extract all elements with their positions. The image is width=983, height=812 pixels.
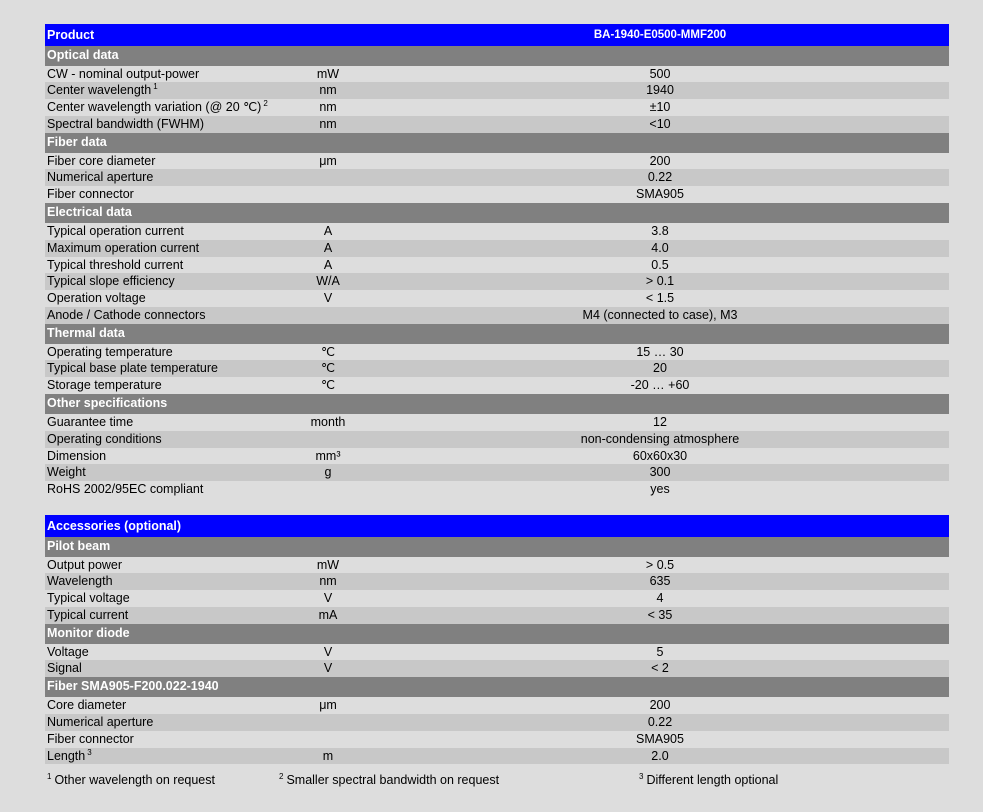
footnote-number: 3 [639, 772, 644, 781]
spec-unit: mm³ [315, 448, 341, 463]
footnote-number: 1 [47, 772, 52, 781]
spec-unit: μm [319, 153, 337, 168]
spec-label-text: Guarantee time [47, 414, 134, 429]
spec-value: < 35 [647, 608, 673, 623]
spec-value: > 0.1 [645, 274, 675, 289]
spec-value: 200 [649, 153, 671, 168]
section-header [45, 624, 949, 644]
spec-row [45, 481, 949, 498]
footnote-ref: 2 [263, 99, 268, 109]
spec-row [45, 644, 949, 661]
spec-value: 12 [653, 414, 667, 429]
spec-value: 1940 [646, 83, 674, 98]
section-title: Pilot beam [47, 539, 111, 553]
spec-value: 300 [649, 465, 671, 480]
table-title: Product [47, 28, 95, 42]
spec-label [45, 557, 285, 574]
spec-unit: A [323, 257, 333, 272]
footnote [279, 773, 499, 787]
spec-unit: mA [318, 608, 338, 623]
spec-value: 4.0 [651, 240, 669, 255]
spec-label [45, 66, 285, 83]
section-title: Fiber SMA905-F200.022-1940 [47, 679, 219, 694]
spec-unit: A [323, 240, 333, 255]
spec-label-text: CW - nominal output-power [47, 66, 200, 81]
spec-row [45, 360, 949, 377]
spec-label-text: Operating temperature [47, 344, 173, 359]
spec-label-text: Signal [47, 661, 82, 676]
spec-label-text: Typical voltage [47, 591, 130, 606]
spec-row [45, 607, 949, 624]
spec-unit: nm [319, 83, 337, 98]
spec-row [45, 290, 949, 307]
spec-value: 4 [656, 591, 664, 606]
spec-unit: m [322, 748, 334, 763]
footnote [47, 773, 215, 787]
spec-label [45, 169, 285, 186]
spec-label-text: Operation voltage [47, 291, 146, 306]
spec-label [45, 573, 285, 590]
spec-unit: month [310, 414, 346, 429]
section-title: Fiber data [47, 135, 107, 150]
spec-label [45, 257, 285, 274]
spec-label-text: Typical threshold current [47, 257, 184, 272]
spec-label [45, 307, 285, 324]
spec-row [45, 153, 949, 170]
spec-row [45, 169, 949, 186]
spec-label-text: Output power [47, 557, 123, 572]
spec-row [45, 82, 949, 99]
spec-row [45, 731, 949, 748]
section-header [45, 324, 949, 344]
spec-row [45, 660, 949, 677]
spec-unit: ℃ [320, 378, 336, 393]
spec-unit: W/A [316, 274, 340, 289]
spec-value: 500 [649, 66, 671, 81]
spec-row [45, 377, 949, 394]
spec-unit: ℃ [320, 344, 336, 359]
spec-value: SMA905 [636, 187, 684, 202]
footnote-number: 2 [279, 772, 284, 781]
spec-value: 0.5 [651, 257, 669, 272]
footnotes [47, 773, 947, 791]
section-header [45, 203, 949, 223]
spec-value: 0.22 [647, 170, 673, 185]
footnote-text: Smaller spectral bandwidth on request [286, 773, 500, 787]
spec-label [45, 99, 285, 116]
spec-label [45, 464, 285, 481]
spec-value: 2.0 [651, 748, 669, 763]
spec-label [45, 344, 285, 361]
spec-label-text: Anode / Cathode connectors [47, 308, 206, 323]
spec-value: <10 [649, 117, 671, 132]
spec-label [45, 290, 285, 307]
spec-label [45, 607, 285, 624]
spec-unit: g [324, 465, 332, 480]
spec-row [45, 748, 949, 765]
spec-label-text: Numerical aperture [47, 170, 154, 185]
spec-unit: mW [316, 66, 340, 81]
spec-value: 20 [653, 361, 667, 376]
spec-row [45, 590, 949, 607]
spec-label [45, 731, 285, 748]
spec-label-text: Spectral bandwidth (FWHM) [47, 117, 204, 132]
spec-label [45, 240, 285, 257]
spec-value: 60x60x30 [632, 448, 688, 463]
spec-label [45, 360, 285, 377]
spec-unit: A [323, 223, 333, 238]
spec-label [45, 590, 285, 607]
spec-label [45, 644, 285, 661]
spec-unit: mW [316, 557, 340, 572]
spec-value: -20 … +60 [630, 378, 690, 393]
spec-row [45, 116, 949, 133]
spec-value: > 0.5 [645, 557, 675, 572]
spec-row [45, 697, 949, 714]
spec-value: SMA905 [636, 731, 684, 746]
spec-label [45, 186, 285, 203]
spec-row [45, 557, 949, 574]
spec-row [45, 186, 949, 203]
spec-unit: V [323, 291, 333, 306]
spec-row [45, 223, 949, 240]
footnote-ref: 1 [153, 82, 158, 92]
spec-row [45, 714, 949, 731]
spec-row [45, 464, 949, 481]
spec-label-text: Typical slope efficiency [47, 274, 175, 289]
section-title: Electrical data [47, 205, 132, 220]
spec-label-text: Voltage [47, 644, 89, 659]
spec-label-text: Fiber connector [47, 731, 134, 746]
spec-row [45, 99, 949, 116]
footnote-text: Other wavelength on request [54, 773, 215, 787]
spec-value: yes [650, 482, 670, 497]
spec-row [45, 273, 949, 290]
spec-label-text: Wavelength [47, 574, 113, 589]
spec-unit: nm [319, 100, 337, 115]
spec-value: 3.8 [651, 223, 669, 238]
spec-label [45, 223, 285, 240]
table-title-row [45, 24, 949, 46]
spec-label [45, 377, 285, 394]
spec-label [45, 481, 285, 498]
spec-row [45, 240, 949, 257]
spec-value: non-condensing atmosphere [580, 431, 740, 446]
section-header [45, 537, 949, 557]
spec-label-text: Typical operation current [47, 223, 184, 238]
spec-label [45, 273, 285, 290]
section-header [45, 394, 949, 414]
spec-label-text: Center wavelength [47, 83, 152, 98]
spec-row [45, 257, 949, 274]
spec-label-text: Maximum operation current [47, 240, 200, 255]
spec-unit: V [323, 644, 333, 659]
spec-row [45, 414, 949, 431]
spec-value: < 2 [651, 661, 669, 676]
spec-label-text: Operating conditions [47, 431, 162, 446]
spec-label-text: Fiber connector [47, 187, 134, 202]
spec-label-text: Core diameter [47, 697, 127, 712]
spec-row [45, 448, 949, 465]
spec-label-text: Typical current [47, 608, 129, 623]
footnote-text: Different length optional [646, 773, 779, 787]
spec-value: 15 … 30 [636, 344, 684, 359]
spec-label [45, 660, 285, 677]
spec-label-text: Dimension [47, 448, 107, 463]
section-title: Thermal data [47, 326, 125, 341]
spec-value: M4 (connected to case), M3 [582, 308, 738, 323]
spec-value: 200 [649, 697, 671, 712]
spec-label [45, 414, 285, 431]
product-spec-table [45, 24, 949, 498]
spec-value: < 1.5 [645, 291, 675, 306]
spec-row [45, 66, 949, 83]
spec-label-text: Storage temperature [47, 378, 162, 393]
product-name: BA-1940-E0500-MMF200 [593, 29, 727, 41]
footnote-ref: 3 [87, 747, 92, 757]
section-header [45, 677, 949, 697]
spec-label-text: Center wavelength variation (@ 20 ℃) [47, 100, 262, 115]
footnote [639, 773, 778, 787]
spec-label [45, 748, 285, 765]
spec-label [45, 697, 285, 714]
spec-value: 635 [649, 574, 671, 589]
spec-row [45, 573, 949, 590]
table-title: Accessories (optional) [47, 519, 182, 533]
spec-label-text: Fiber core diameter [47, 153, 156, 168]
spec-unit: V [323, 661, 333, 676]
spec-label [45, 448, 285, 465]
spec-label-text: Length [47, 748, 86, 763]
spec-label-text: RoHS 2002/95EC compliant [47, 482, 204, 497]
spec-label-text: Numerical aperture [47, 714, 154, 729]
section-title: Optical data [47, 48, 119, 62]
spec-label [45, 82, 285, 99]
section-title: Monitor diode [47, 626, 130, 641]
spec-label [45, 714, 285, 731]
spec-row [45, 431, 949, 448]
spec-value: 0.22 [647, 714, 673, 729]
spec-row [45, 344, 949, 361]
spec-label-text: Typical base plate temperature [47, 361, 218, 376]
spec-label-text: Weight [47, 465, 86, 480]
section-header [45, 46, 949, 66]
spec-label [45, 116, 285, 133]
accessories-spec-table [45, 515, 949, 764]
spec-value: ±10 [649, 100, 671, 115]
section-title: Other specifications [47, 396, 168, 411]
table-title-row [45, 515, 949, 537]
section-header [45, 133, 949, 153]
spec-row [45, 307, 949, 324]
spec-value: 5 [656, 644, 664, 659]
spec-unit: ℃ [320, 361, 336, 376]
spec-unit: μm [319, 697, 337, 712]
spec-unit: nm [319, 117, 337, 132]
spec-label [45, 153, 285, 170]
spec-label [45, 431, 285, 448]
spec-unit: nm [319, 574, 337, 589]
spec-unit: V [323, 591, 333, 606]
